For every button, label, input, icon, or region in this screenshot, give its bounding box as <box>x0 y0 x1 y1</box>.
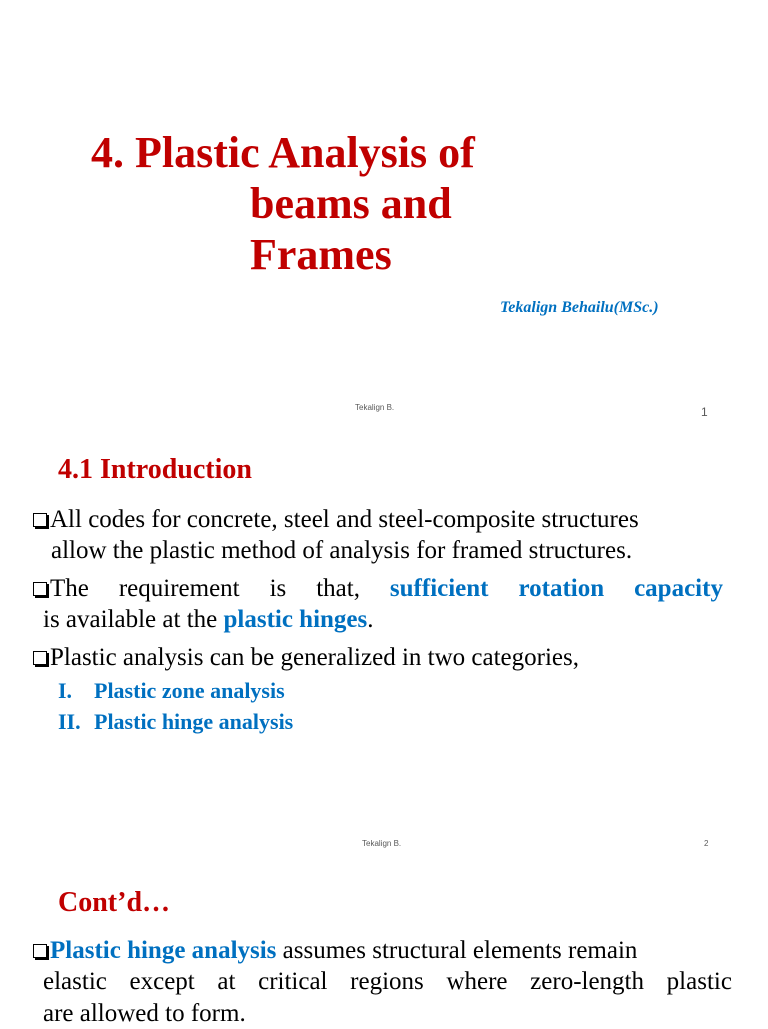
bullet-1-line-2: allow the plastic method of analysis for framed structures. <box>51 537 633 564</box>
bullet-1-text: assumes structural elements remain <box>282 937 638 964</box>
page-number: 1 <box>701 405 708 419</box>
slide-title-line-2: beams and <box>250 179 452 228</box>
slide-footer: Tekalign B. <box>355 403 395 412</box>
body-word: regions <box>350 968 424 995</box>
bullet-2-word: is <box>269 575 287 602</box>
plastic-hinge-analysis-highlight: Plastic hinge analysis <box>50 937 277 964</box>
bullet-2-line-1 <box>33 574 723 604</box>
body-word: critical <box>258 968 328 995</box>
bullet-2-word: The <box>50 575 89 602</box>
slide-1 <box>0 0 768 430</box>
body-word: zero-length <box>530 968 645 995</box>
slide-2 <box>0 430 768 860</box>
bullet-1-text: All codes for concrete, steel and steel-composite structures <box>50 506 639 533</box>
bullet-2-word: that, <box>316 575 360 602</box>
section-heading: 4.1 Introduction <box>58 454 252 485</box>
category-item <box>58 709 293 735</box>
author-name: Tekalign Behailu(MSc.) <box>500 299 659 316</box>
bullet-1-line-3: are allowed to form. <box>43 1000 246 1027</box>
bullet-1-line-1 <box>33 505 639 535</box>
body-word: elastic <box>43 968 107 995</box>
slide-title-line-1: 4. Plastic Analysis of <box>91 128 475 177</box>
highlight-word: capacity <box>634 575 723 602</box>
bullet-1-line-2 <box>43 967 732 997</box>
checkbox-bullet-icon <box>33 513 47 527</box>
highlight-word: sufficient <box>389 575 489 602</box>
bullet-1-line-1 <box>33 936 637 966</box>
checkbox-bullet-icon <box>33 651 47 665</box>
body-word: at <box>217 968 236 995</box>
plastic-hinges-highlight: plastic hinges <box>223 606 368 633</box>
category-numeral: I. <box>58 678 73 703</box>
page-number: 2 <box>704 839 709 848</box>
body-word: except <box>129 968 195 995</box>
slide-title-line-3: Frames <box>250 230 392 279</box>
checkbox-bullet-icon <box>33 582 47 596</box>
highlight-word: rotation <box>518 575 605 602</box>
category-item <box>58 678 285 704</box>
bullet-3-text: Plastic analysis can be generalized in two categories, <box>50 644 579 671</box>
bullet-2-word: requirement <box>118 575 240 602</box>
category-label: Plastic zone analysis <box>94 678 285 703</box>
body-word: plastic <box>666 968 732 995</box>
slide-3 <box>0 860 768 1027</box>
bullet-2-line-2 <box>43 605 374 635</box>
checkbox-bullet-icon <box>33 944 47 958</box>
body-word: where <box>446 968 508 995</box>
slide-footer: Tekalign B. <box>362 839 402 848</box>
category-label: Plastic hinge analysis <box>94 709 294 734</box>
bullet-2-suffix: . <box>367 606 374 633</box>
bullet-3 <box>33 643 579 673</box>
category-numeral: II. <box>58 709 81 734</box>
bullet-2-prefix: is available at the <box>43 606 218 633</box>
section-heading: Cont’d… <box>58 887 171 918</box>
